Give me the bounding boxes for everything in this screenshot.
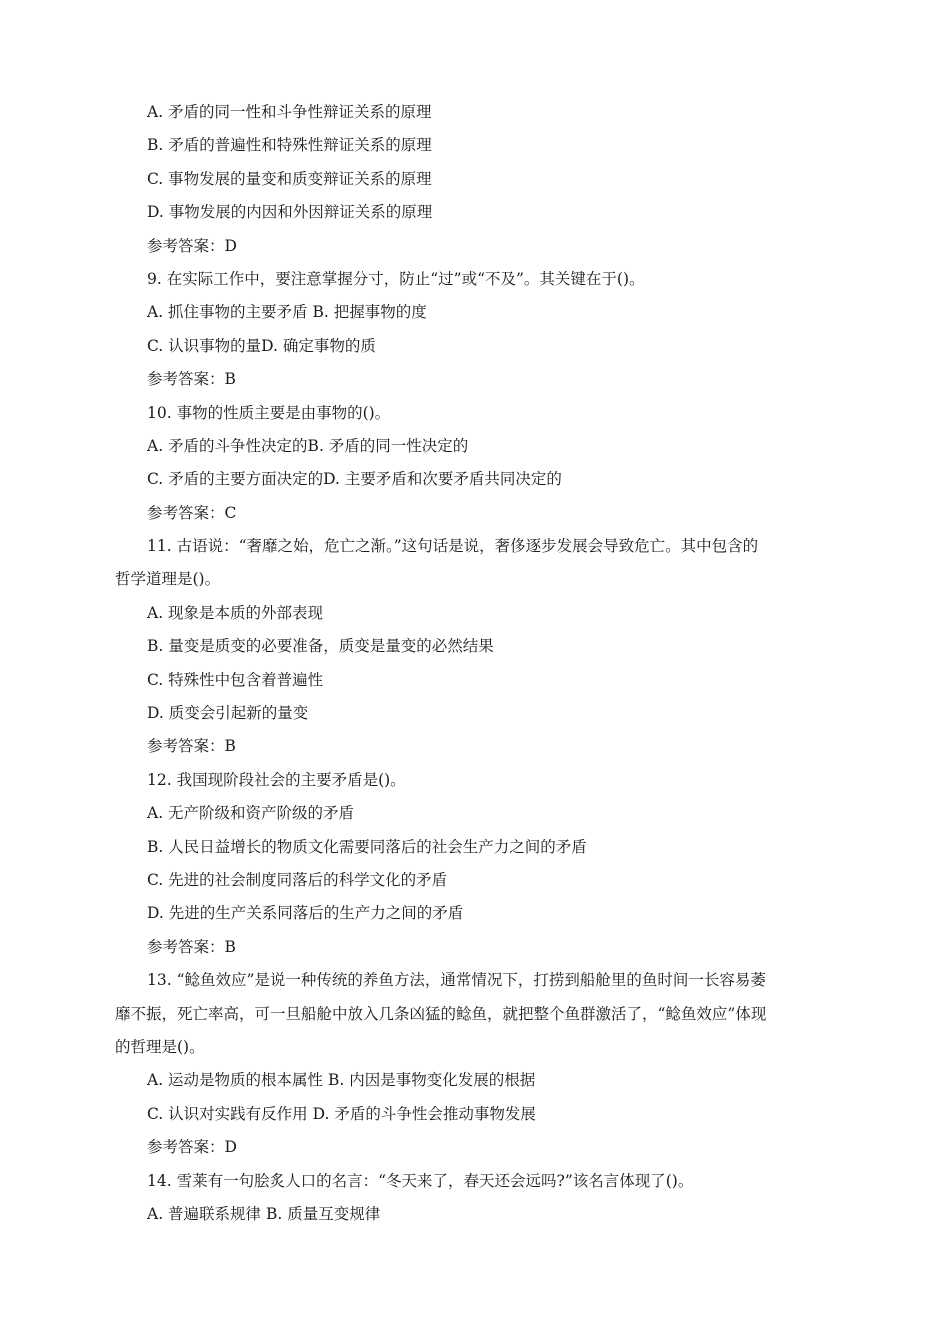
options-10cd: C. 矛盾的主要方面决定的D. 主要矛盾和次要矛盾共同决定的 <box>147 470 562 489</box>
question-13-line-1: 13. “鲶鱼效应”是说一种传统的养鱼方法，通常情况下，打捞到船舱里的鱼时间一长容易萎 <box>147 971 766 990</box>
option-8a: A. 矛盾的同一性和斗争性辩证关系的原理 <box>147 103 432 121</box>
option-8d: D. 事物发展的内因和外因辩证关系的原理 <box>147 203 433 222</box>
option-12a: A. 无产阶级和资产阶级的矛盾 <box>147 804 355 823</box>
answer-8: 参考答案：D <box>147 236 237 255</box>
option-11a: A. 现象是本质的外部表现 <box>147 603 324 622</box>
option-12b: B. 人民日益增长的物质文化需要同落后的社会生产力之间的矛盾 <box>147 837 587 856</box>
question-10: 10. 事物的性质主要是由事物的()。 <box>147 403 391 422</box>
option-11c: C. 特殊性中包含着普遍性 <box>147 670 324 689</box>
question-11-line-1: 11. 古语说：“奢靡之始，危亡之渐。”这句话是说，奢侈逐步发展会导致危亡。其中包含的 <box>147 537 759 556</box>
document-content <box>115 96 837 1231</box>
question-14: 14. 雪莱有一句脍炙人口的名言：“冬天来了，春天还会远吗?”该名言体现了()。 <box>147 1171 694 1190</box>
options-10ab: A. 矛盾的斗争性决定的B. 矛盾的同一性决定的 <box>147 436 469 455</box>
question-13-line-3: 的哲理是()。 <box>115 1037 205 1056</box>
options-14ab: A. 普遍联系规律 B. 质量互变规律 <box>147 1204 381 1223</box>
option-8b: B. 矛盾的普遍性和特殊性辩证关系的原理 <box>147 136 432 155</box>
options-9ab: A. 抓住事物的主要矛盾 B. 把握事物的度 <box>147 303 427 322</box>
option-11d: D. 质变会引起新的量变 <box>147 704 309 723</box>
options-9cd: C. 认识事物的量D. 确定事物的质 <box>147 336 376 355</box>
option-8c: C. 事物发展的量变和质变辩证关系的原理 <box>147 169 432 188</box>
options-13cd: C. 认识对实践有反作用 D. 矛盾的斗争性会推动事物发展 <box>147 1104 536 1123</box>
option-12c: C. 先进的社会制度同落后的科学文化的矛盾 <box>147 870 448 889</box>
answer-10: 参考答案：C <box>147 503 237 522</box>
options-13ab: A. 运动是物质的根本属性 B. 内因是事物变化发展的根据 <box>147 1071 536 1090</box>
question-9: 9. 在实际工作中，要注意掌握分寸，防止“过”或“不及”。其关键在于()。 <box>147 269 645 288</box>
option-12d: D. 先进的生产关系同落后的生产力之间的矛盾 <box>147 904 464 923</box>
question-12: 12. 我国现阶段社会的主要矛盾是()。 <box>147 770 406 789</box>
question-13-line-2: 靡不振，死亡率高，可一旦船舱中放入几条凶猛的鲶鱼，就把整个鱼群激活了，“鲶鱼效应”体现 <box>115 1004 767 1023</box>
option-11b: B. 量变是质变的必要准备，质变是量变的必然结果 <box>147 637 494 656</box>
question-11-line-2: 哲学道理是()。 <box>115 570 221 589</box>
answer-13: 参考答案：D <box>147 1138 237 1157</box>
question-13 <box>115 964 837 1064</box>
answer-11: 参考答案：B <box>147 737 236 756</box>
question-11 <box>115 530 837 597</box>
answer-9: 参考答案：B <box>147 370 236 389</box>
answer-12: 参考答案：B <box>147 937 236 956</box>
